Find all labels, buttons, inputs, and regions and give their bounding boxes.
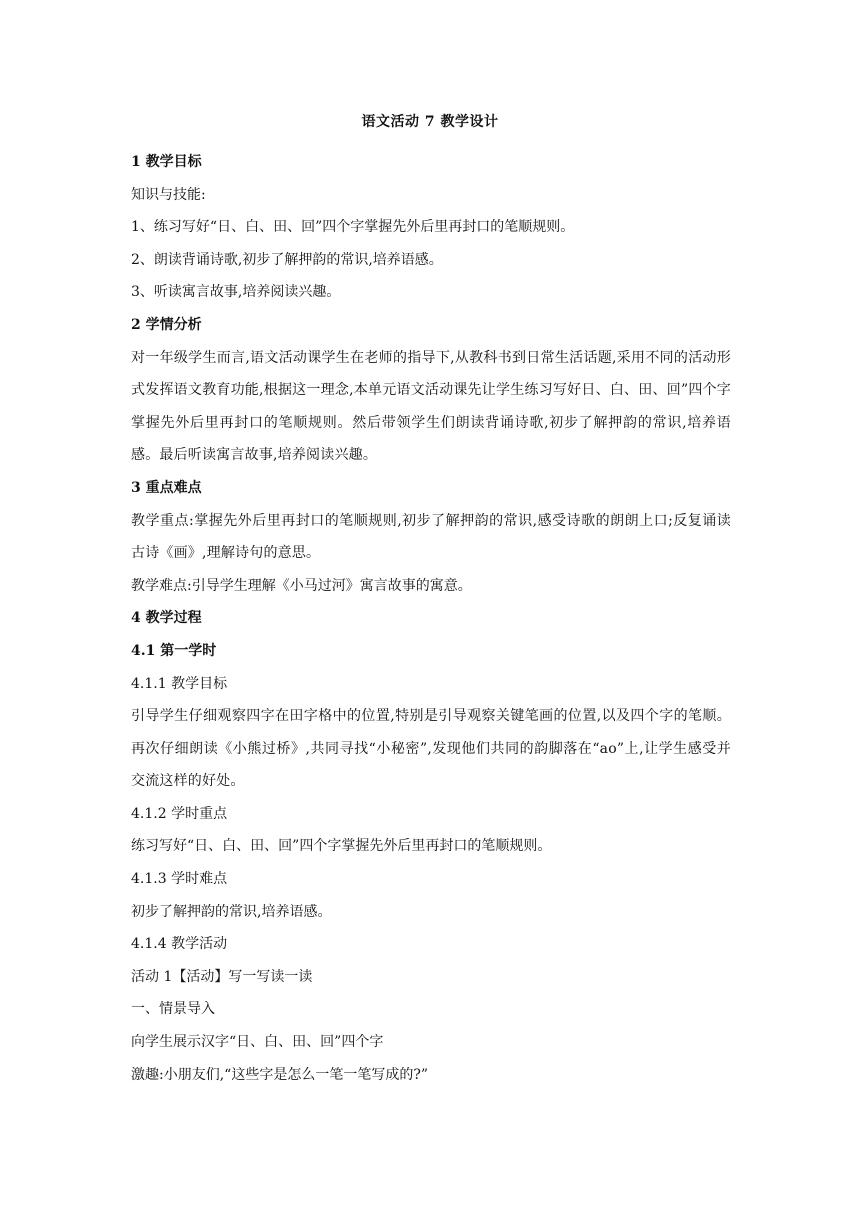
- document-body: [131, 146, 731, 1091]
- subsection-label: 4.1.2 学时重点: [131, 805, 228, 822]
- analysis-paragraph: 对一年级学生而言,语文活动课学生在老师的指导下,从教科书到日常生活话题,采用不同的活动形式发挥语文教育功能,根据这一理念,本单元语文活动课先让学生练习写好日、白、田、回”四个字掌握先外后里再封口的笔顺规则。然后带领学生们朗读背诵诗歌,初步了解押韵的常识,培养语感。最后听读寓言故事,培养阅读兴趣。: [131, 349, 731, 464]
- text-line: 激趣:小朋友们,“这些字是怎么一笔一笔写成的?”: [131, 1066, 428, 1083]
- subsection-heading-first-lesson: 4.1 第一学时: [131, 642, 217, 659]
- text-line: 向学生展示汉字“日、白、田、回”四个字: [131, 1034, 384, 1051]
- difficulty-line: 教学难点:引导学生理解《小马过河》寓言故事的寓意。: [131, 577, 472, 594]
- subsection-label: 4.1.1 教学目标: [131, 675, 228, 692]
- section-heading-analysis: 2 学情分析: [131, 316, 202, 333]
- text-line: 初步了解押韵的常识,培养语感。: [131, 903, 332, 920]
- text-line: 练习写好“日、白、田、回”四个字掌握先外后里再封口的笔顺规则。: [131, 838, 552, 855]
- document-title: 语文活动 7 教学设计: [361, 114, 499, 130]
- objective-item-3: 3、听读寓言故事,培养阅读兴趣。: [131, 284, 341, 301]
- subsection-label: 4.1.4 教学活动: [131, 936, 228, 953]
- text-line: 知识与技能:: [131, 186, 206, 203]
- text-line: 活动 1【活动】写一写读一读: [131, 968, 313, 985]
- text-line: 一、情景导入: [131, 1001, 215, 1018]
- section-heading-objectives: 1 教学目标: [131, 154, 202, 170]
- objective-item-1: 1、练习写好“日、白、田、回”四个字掌握先外后里再封口的笔顺规则。: [131, 219, 575, 236]
- subsection-label: 4.1.3 学时难点: [131, 871, 228, 888]
- section-heading-key-points: 3 重点难点: [131, 479, 202, 496]
- section-heading-process: 4 教学过程: [131, 610, 202, 627]
- objective-item-2: 2、朗读背诵诗歌,初步了解押韵的常识,培养语感。: [131, 251, 443, 268]
- key-points-paragraph: 教学重点:掌握先外后里再封口的笔顺规则,初步了解押韵的常识,感受诗歌的朗朗上口;反复诵读古诗《画》,理解诗句的意思。: [131, 512, 731, 562]
- lesson-objective-paragraph: 引导学生仔细观察四字在田字格中的位置,特别是引导观察关键笔画的位置,以及四个字的笔顺。再次仔细朗读《小熊过桥》,共同寻找“小秘密”,发现他们共同的韵脚落在“ao”上,让学生感受并交流这样的好处。: [131, 708, 731, 790]
